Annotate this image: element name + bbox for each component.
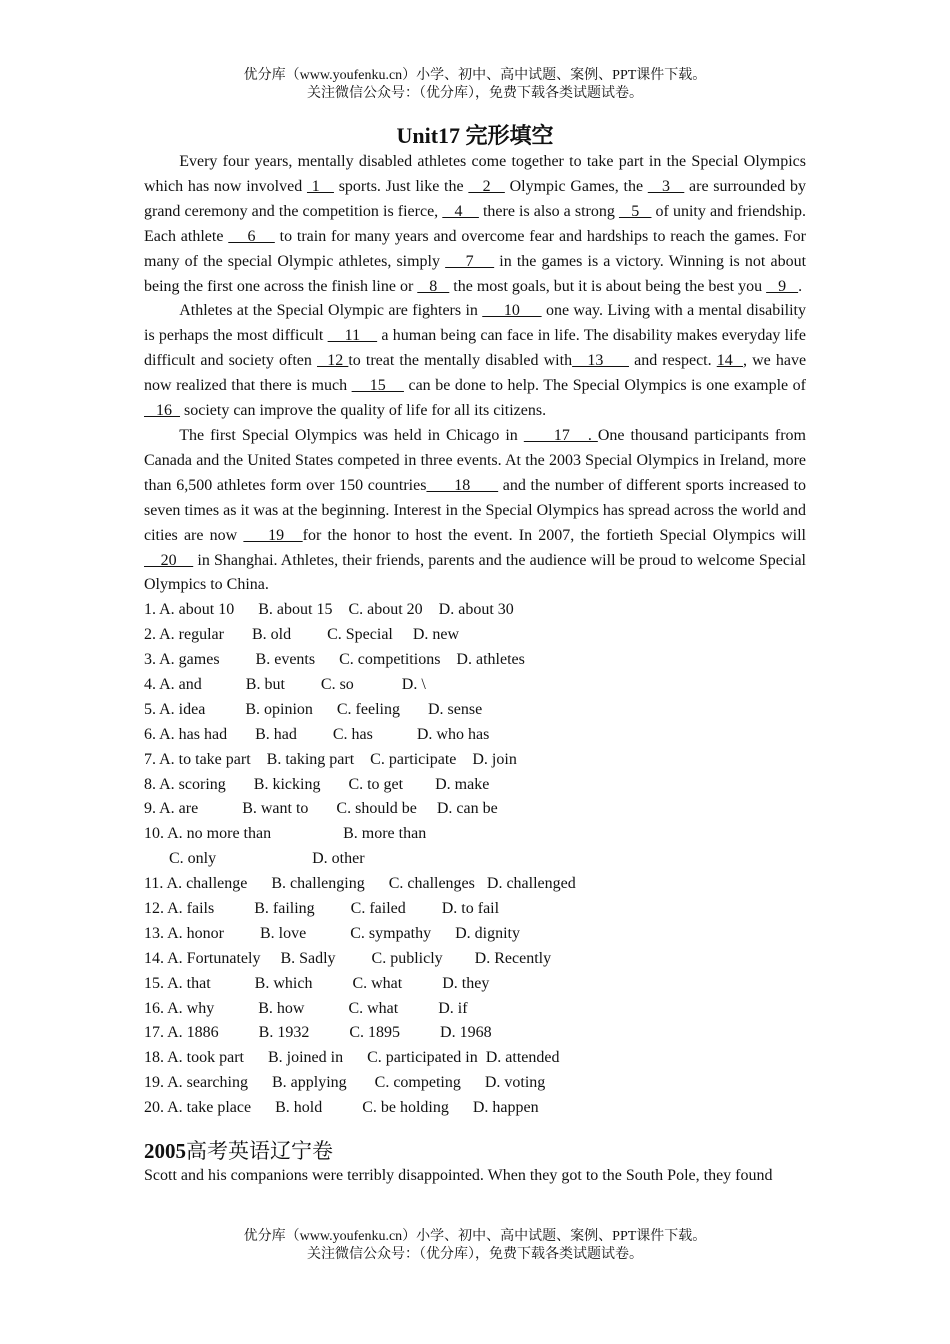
question-item: 17. A. 1886 B. 1932 C. 1895 D. 1968 — [144, 1024, 492, 1042]
passage-text: to train for many years and overcome fear and hardships to reach the games. For many of the special Olympic athletes, simply — [144, 227, 807, 270]
document-title: Unit17 完形填空 — [396, 123, 554, 148]
section-year: 2005 — [144, 1139, 186, 1164]
section-name: 高考英语辽宁卷 — [186, 1139, 333, 1164]
question-item: 14. A. Fortunately B. Sadly C. publicly D. Recently — [144, 949, 552, 967]
passage-text: can be done to help. The Special Olympics is one example of — [403, 377, 807, 395]
answer-blank: 7 — [445, 252, 495, 270]
question-item: 13. A. honor B. love C. sympathy D. dignity — [144, 924, 520, 942]
passage-text: to treat the mentally disabled with — [348, 352, 573, 370]
question-item: C. only D. other — [169, 850, 365, 868]
header-line-2: 关注微信公众号：（优分库），免费下载各类试题试卷。 — [307, 86, 643, 101]
section-text: Scott and his companions were terribly disappointed. When they got to the South Pole, they found — [144, 1167, 773, 1185]
answer-blank: 19 — [243, 526, 303, 544]
question-item: 15. A. that B. which C. what D. they — [144, 974, 490, 992]
question-item: 5. A. idea B. opinion C. feeling D. sense — [144, 700, 483, 718]
answer-blank: 4 — [442, 202, 479, 220]
question-item: 9. A. are B. want to C. should be D. can be — [144, 800, 498, 818]
question-item: 3. A. games B. events C. competitions D. athletes — [144, 651, 525, 669]
answer-blank: 12 — [317, 352, 349, 370]
passage-text: the most goals, but it is about being the best you — [449, 277, 767, 295]
question-item: 6. A. has had B. had C. has D. who has — [144, 725, 490, 743]
question-item: 12. A. fails B. failing C. failed D. to fail — [144, 900, 500, 917]
passage-text: society can improve the quality of life for all its citizens. — [180, 402, 547, 420]
passage-text: in the games is a victory. Winning is not about being the first one across the finish line or — [144, 252, 807, 295]
answer-blank: 20 — [144, 551, 194, 569]
question-item: 18. A. took part B. joined in C. participated in D. attended — [144, 1049, 560, 1067]
page-footer — [0, 1228, 950, 1264]
passage-text: , we have now realized that there is much — [144, 352, 807, 395]
answer-blank: 2 — [468, 177, 505, 195]
passage-text: in Shanghai. Athletes, their friends, parents and the audience will be proud to welcome Special Olympics to China. — [144, 551, 806, 594]
passage-text: a human being can face in life. The disability makes everyday life difficult and society often — [144, 327, 807, 370]
passage-text: one way. Living with a mental disability is perhaps the most difficult — [144, 302, 806, 345]
passage-text: . — [798, 277, 803, 295]
footer-line-2: 关注微信公众号：（优分库），免费下载各类试题试卷。 — [307, 1247, 643, 1262]
answer-blank: 10 — [482, 302, 542, 320]
question-item: 4. A. and B. but C. so D. \ — [144, 675, 426, 693]
answer-blank: 3 — [647, 177, 685, 195]
passage-text: of unity and friendship. Each athlete — [144, 202, 807, 245]
answer-blank: 13 — [572, 352, 629, 370]
answer-blank: 16 — [144, 402, 180, 420]
question-item: 19. A. searching B. applying C. competing D. voting — [144, 1074, 546, 1092]
question-item: 8. A. scoring B. kicking C. to get D. make — [144, 775, 490, 793]
question-item: 10. A. no more than B. more than — [144, 825, 427, 843]
answer-blank: 6 — [228, 227, 275, 245]
question-item: 20. A. take place B. hold C. be holding D. happen — [144, 1099, 539, 1117]
answer-blank: 17 . — [523, 426, 598, 444]
question-item: 7. A. to take part B. taking part C. participate D. join — [144, 750, 517, 768]
passage-text: there is also a strong — [478, 202, 619, 220]
passage-text: and the number of different sports increased to seven times as it was at the beginning. Interest in the Special Olympics has spread across the world and cities are now — [144, 476, 807, 544]
question-item: 11. A. challenge B. challenging C. challenges D. challenged — [144, 875, 576, 893]
answer-blank: 8 — [417, 277, 450, 295]
passage-text: sports. Just like the — [333, 177, 469, 195]
cloze-passage — [144, 150, 806, 598]
passage-paragraph — [144, 299, 806, 424]
question-item: 2. A. regular B. old C. Special D. new — [144, 626, 460, 644]
answer-blank: 9 — [766, 277, 799, 295]
passage-paragraph — [144, 424, 806, 598]
header-line-1: 优分库（www.youfenku.cn）小学、初中、高中试题、案例、PPT课件下载。 — [243, 68, 707, 83]
answer-blank: 14 — [716, 352, 743, 370]
passage-text: for the honor to host the event. In 2007, the fortieth Special Olympics will — [302, 526, 807, 544]
answer-blank: 18 — [426, 476, 499, 494]
passage-paragraph — [144, 150, 806, 299]
passage-text: The first Special Olympics was held in Chicago in — [179, 426, 524, 444]
footer-line-1: 优分库（www.youfenku.cn）小学、初中、高中试题、案例、PPT课件下载。 — [243, 1229, 707, 1244]
answer-blank: 1 — [306, 177, 334, 195]
passage-text: Every four years, mentally disabled athletes come together to take part in the Special Olympics which has now involved — [144, 153, 806, 195]
document-body — [144, 122, 806, 1187]
answer-blank: 5 — [618, 202, 652, 220]
passage-text: Olympic Games, the — [504, 177, 648, 195]
question-list — [144, 598, 806, 1121]
passage-text: One thousand participants from Canada and the United States competed in three events. At the 2003 Special Olympics in Ireland, more than 6,500 athletes form over 150 countries — [144, 426, 807, 494]
passage-text: and respect. — [628, 352, 717, 370]
answer-blank: 15 — [351, 377, 404, 395]
answer-blank: 11 — [327, 327, 378, 345]
page-header — [0, 67, 950, 103]
passage-text: are surrounded by grand ceremony and the competition is fierce, — [144, 177, 807, 220]
passage-text: Athletes at the Special Olympic are fighters in — [179, 302, 483, 320]
question-item: 16. A. why B. how C. what D. if — [144, 999, 468, 1017]
section-title — [144, 1137, 806, 1165]
question-item: 1. A. about 10 B. about 15 C. about 20 D. about 30 — [144, 601, 514, 619]
